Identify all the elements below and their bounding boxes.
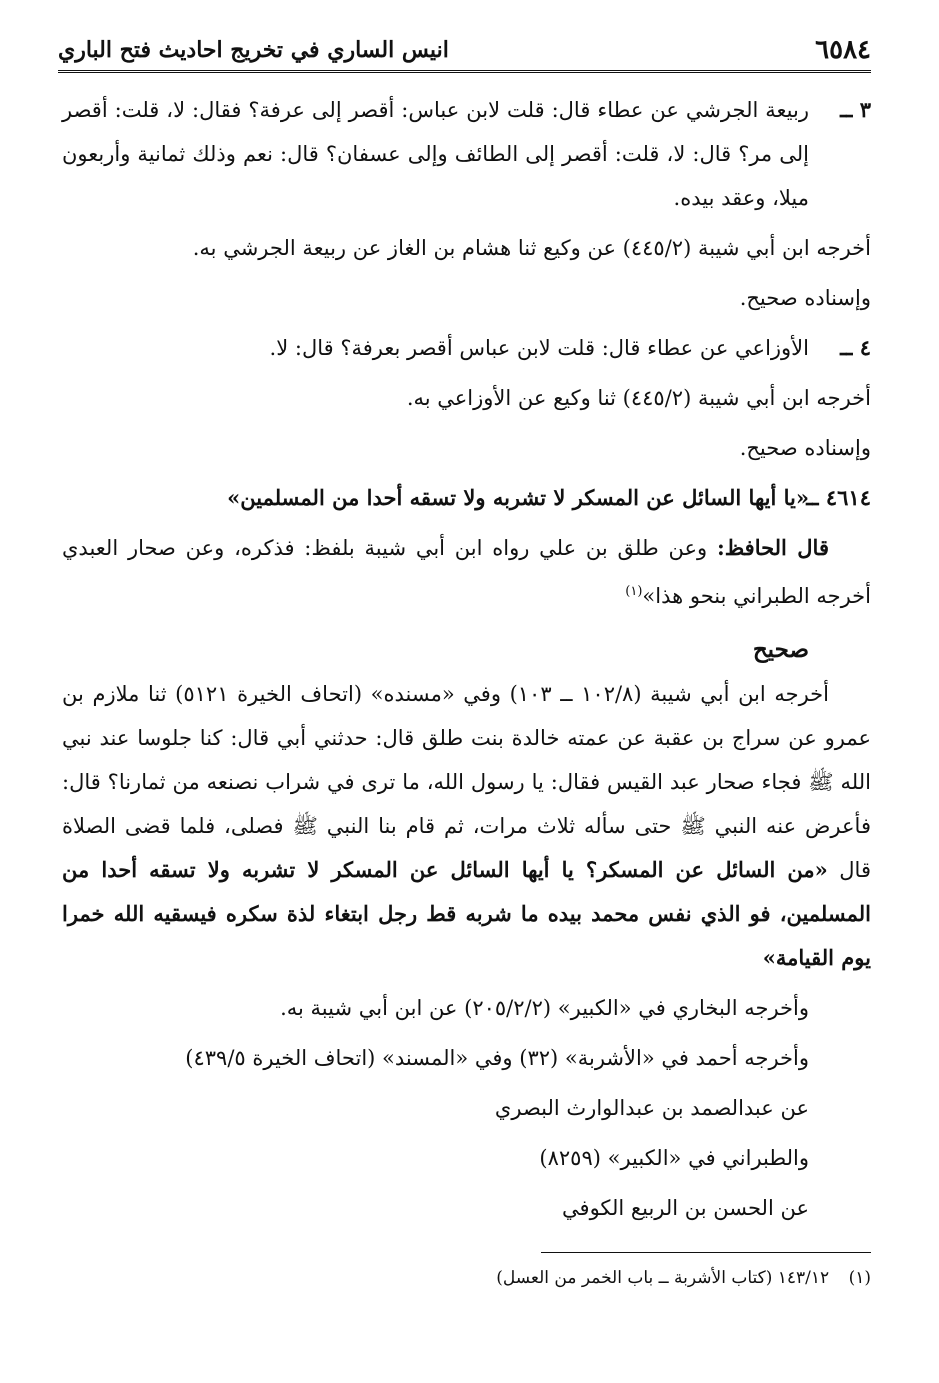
page-number: ٦٥٨٤ — [815, 35, 871, 65]
narration-number: ٤ ــ — [840, 335, 871, 360]
hafiz-text: وعن طلق بن علي رواه ابن أبي شيبة بلفظ: فذكره، وعن صحار العبدي أخرجه الطبراني بنحو هذا» — [62, 536, 871, 608]
footnote — [62, 1264, 871, 1292]
footnote-ref: (١) — [625, 584, 643, 599]
grade-text: وإسناده صحيح. — [739, 286, 871, 310]
hafiz-paragraph — [62, 526, 871, 618]
page-body — [62, 88, 871, 1230]
hadith-number: ٤٦١٤ ــ — [806, 485, 871, 510]
source-line: والطبراني في «الكبير» (٨٢٥٩) — [539, 1146, 809, 1170]
footnote-divider — [541, 1252, 871, 1253]
source-line: عن عبدالصمد بن عبدالوارث البصري — [494, 1096, 809, 1120]
source-line: وأخرجه أحمد في «الأشربة» (٣٢) وفي «المسند» (اتحاف الخيرة ٤٣٩/٥) — [185, 1046, 809, 1070]
footnote-number: (١) — [848, 1268, 871, 1288]
hafiz-label: قال الحافظ: — [716, 535, 829, 560]
main-paragraph-bold: «من السائل عن المسكر؟ يا أيها السائل عن المسكر لا تشربه ولا تسقه أحدا من المسلمين، فو الذي نفس محمد بيده ما شربه قط رجل ابتغاء لذة سكره فيسقيه الله خمرا يوم القيامة» — [62, 857, 871, 970]
takhrij-text: أخرجه ابن أبي شيبة (٤٤٥/٢) ثنا وكيع عن الأوزاعي به. — [406, 386, 871, 410]
takhrij-text: أخرجه ابن أبي شيبة (٤٤٥/٢) عن وكيع ثنا هشام بن الغاز عن ربيعة الجرشي به. — [192, 236, 871, 260]
grade-text: وإسناده صحيح. — [739, 436, 871, 460]
hadith-text: «يا أيها السائل عن المسكر لا تشربه ولا تسقه أحدا من المسلمين» — [227, 485, 809, 510]
narration-text: ربيعة الجرشي عن عطاء قال: قلت لابن عباس: أقصر إلى عرفة؟ فقال: لا، قلت: أقصر إلى مر؟ قال: لا، قلت: أقصر إلى الطائف وإلى عسفان؟ قال: نعم وذلك ثمانية وأربعون ميلا، وعقد بيده. — [62, 98, 809, 210]
page-header — [58, 30, 871, 73]
narration-3 — [62, 88, 871, 220]
narration-text: الأوزاعي عن عطاء قال: قلت لابن عباس أقصر بعرفة؟ قال: لا. — [269, 336, 809, 360]
verdict-heading: صحيح — [752, 636, 809, 663]
book-title: انيس الساري في تخريج احاديث فتح الباري — [58, 37, 449, 63]
source-line: عن الحسن بن الربيع الكوفي — [562, 1196, 809, 1220]
narration-4 — [62, 326, 871, 370]
narration-number: ٣ ــ — [840, 97, 871, 122]
footnote-text: ١٤٣/١٢ (كتاب الأشربة ــ باب الخمر من العسل) — [496, 1268, 830, 1288]
main-paragraph — [62, 672, 871, 980]
main-paragraph-text: أخرجه ابن أبي شيبة (١٠٢/٨ ــ ١٠٣) وفي «مسنده» (اتحاف الخيرة ٥١٢١) ثنا ملازم بن عمرو عن سراج بن عقبة عن عمته خالدة بنت طلق قال: حدثني أبي قال: كنا جلوسا عند نبي الله ﷺ فجاء صحار عبد القيس فقال: يا رسول الله، ما ترى في شراب نصنعه من ثمارنا؟ قال: فأعرض عنه النبي ﷺ حتى سأله ثلاث مرات، ثم قام بنا النبي ﷺ فصلى، فلما قضى الصلاة قال — [62, 682, 871, 882]
hadith-heading — [62, 476, 871, 520]
source-line: وأخرجه البخاري في «الكبير» (٢٠٥/٢/٢) عن ابن أبي شيبة به. — [280, 996, 809, 1020]
